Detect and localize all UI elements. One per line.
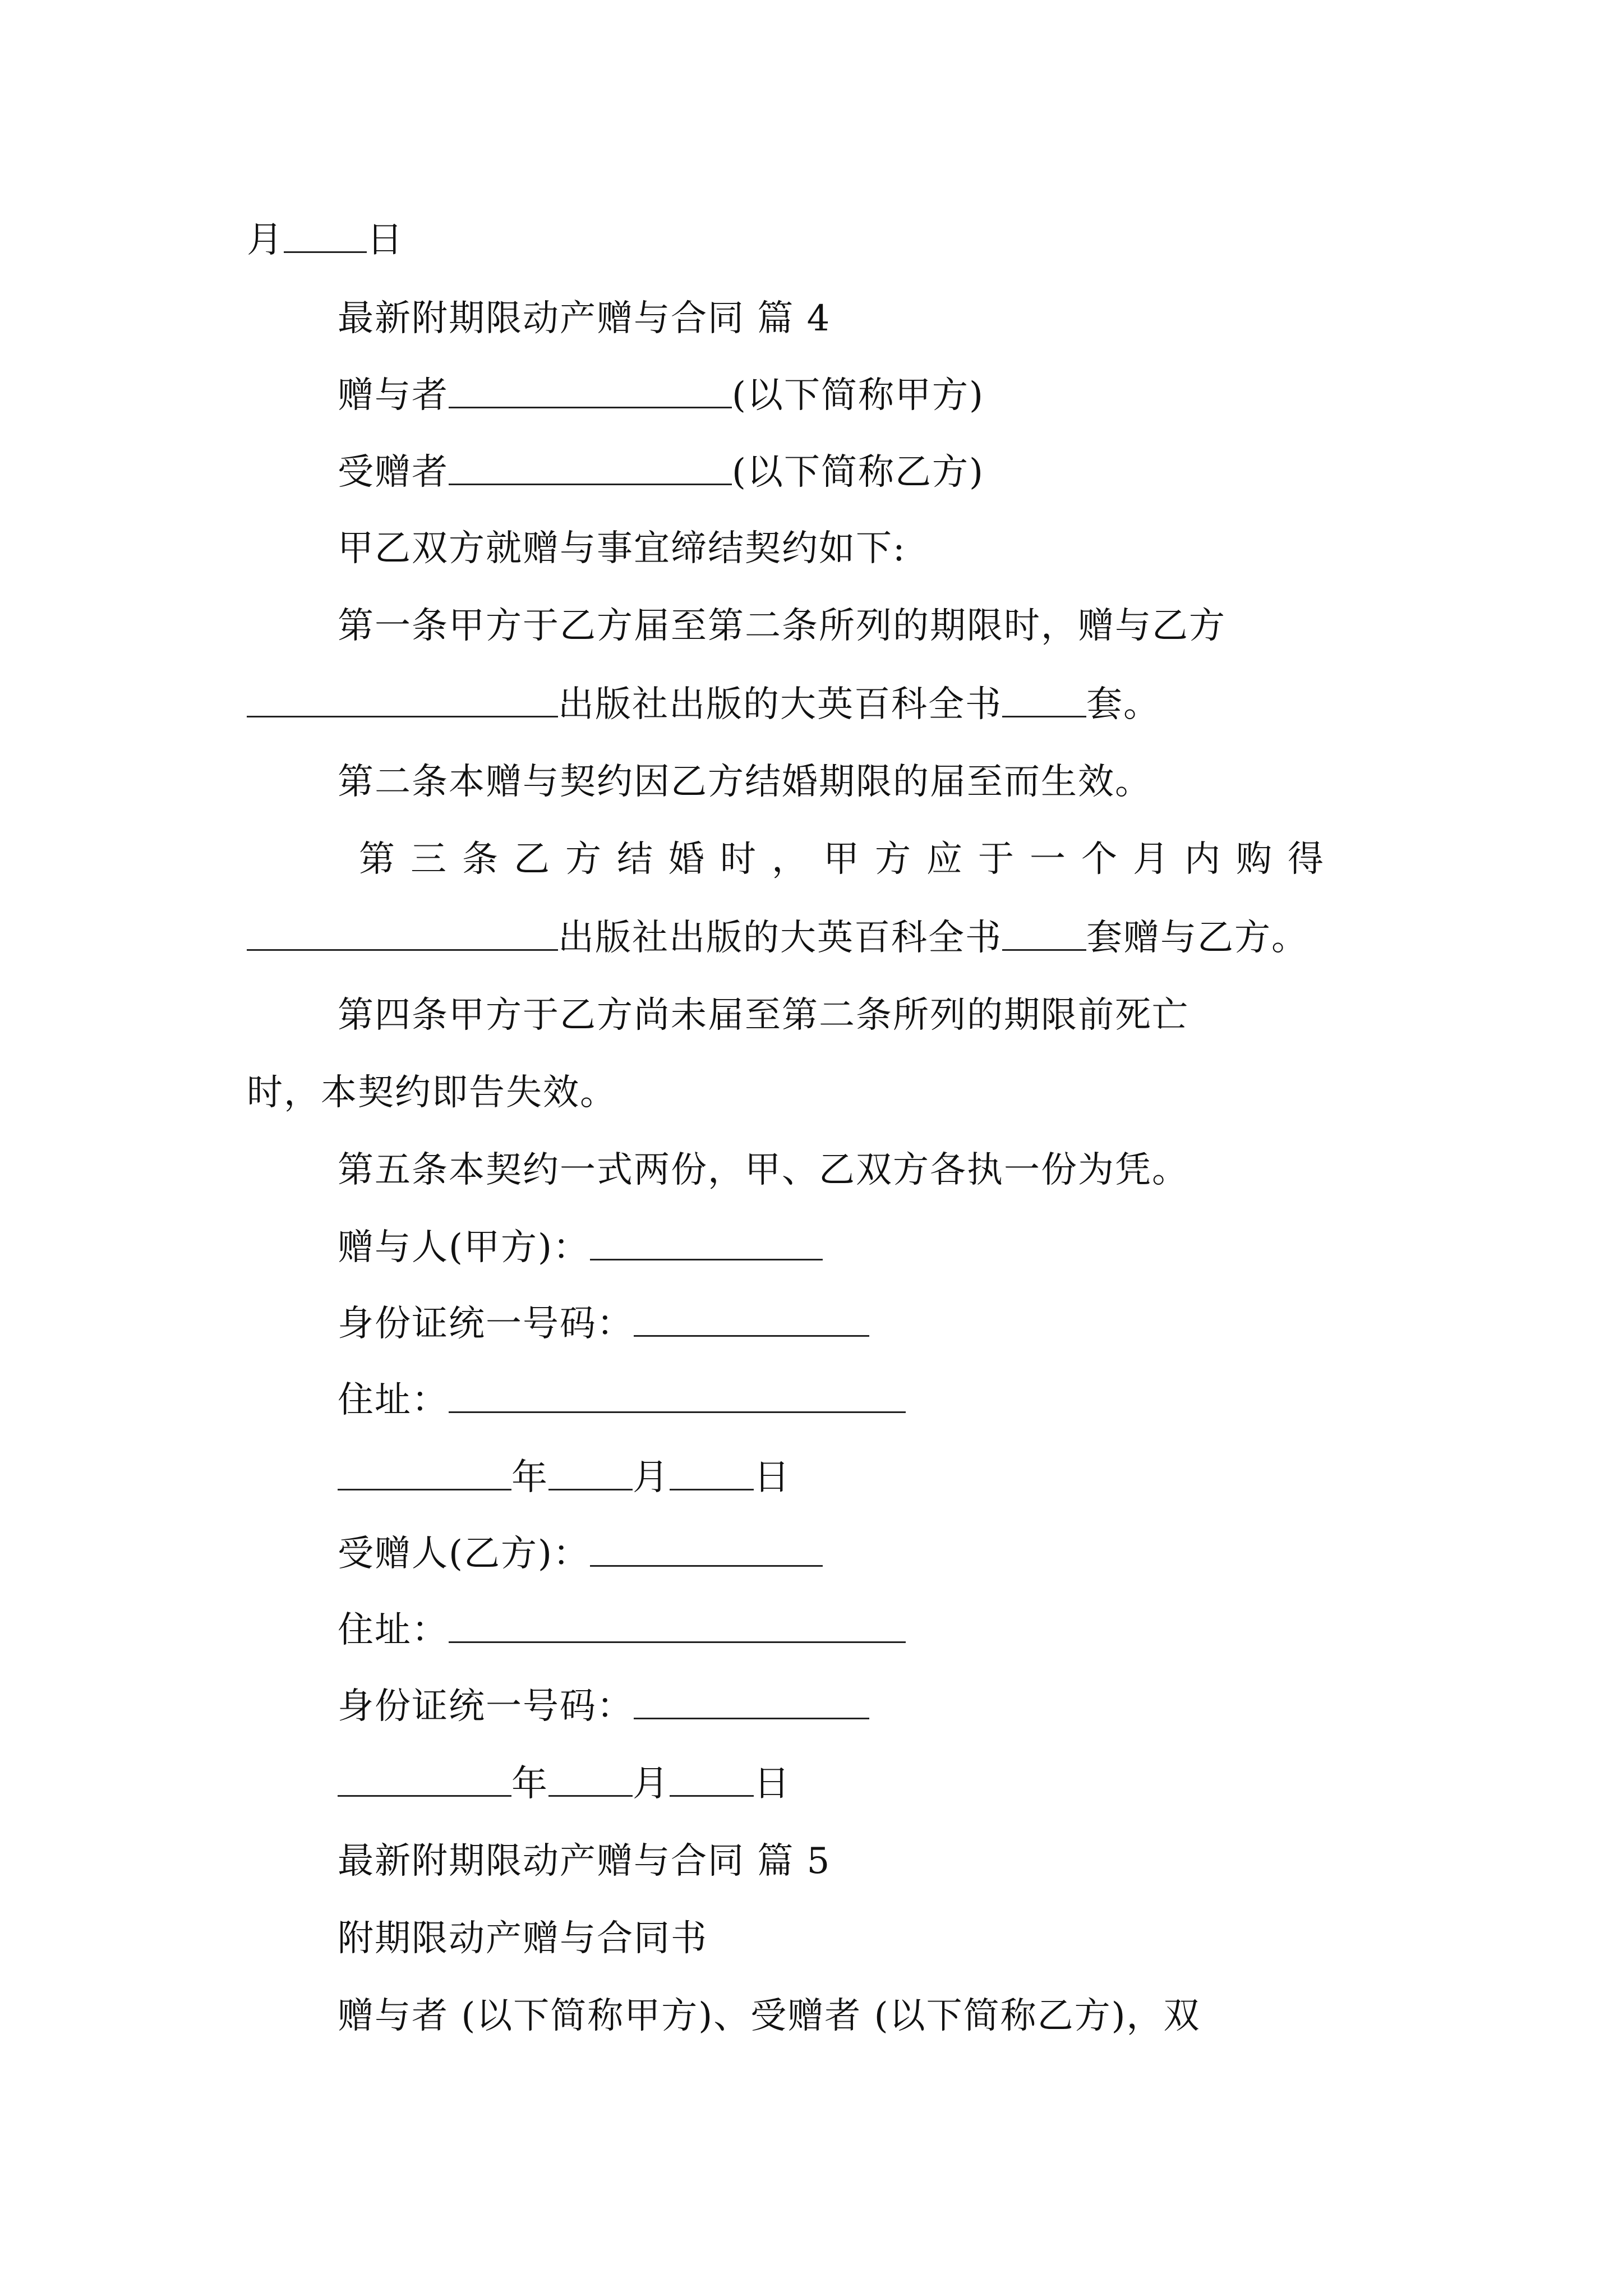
article-5: 第五条本契约一式两份，甲、乙双方各执一份为凭。: [338, 1149, 1189, 1191]
article-3-book-text: 出版社出版的大英百科全书: [558, 917, 1002, 959]
section-heading-4: 最新附期限动产赠与合同 篇 4: [338, 298, 831, 339]
donor-signature-blank: [590, 1220, 823, 1260]
donee-address-label: 住址：: [338, 1609, 449, 1651]
donee-address-line: [338, 1596, 906, 1664]
donor-address-line: [338, 1366, 906, 1434]
day-char: 日: [367, 219, 404, 261]
donee-signature-line: [338, 1520, 823, 1588]
publisher-blank: [247, 910, 558, 951]
set-count-blank: [1002, 910, 1086, 951]
donor-label: 赠与者: [338, 375, 449, 416]
donee-signature-label: 受赠人(乙方)：: [338, 1533, 590, 1575]
year-char: 年: [511, 1763, 548, 1805]
year-blank: [338, 1450, 511, 1490]
article-1-book-text: 出版社出版的大英百科全书: [558, 684, 1002, 725]
month-char: 月: [633, 1457, 670, 1498]
donor-name-blank: [449, 367, 732, 408]
section-heading-5: 最新附期限动产赠与合同 篇 5: [338, 1841, 831, 1882]
year-blank: [338, 1756, 511, 1797]
intro-paragraph: 甲乙双方就赠与事宜缔结契约如下:: [338, 528, 906, 569]
article-1-set-text: 套。: [1086, 684, 1160, 725]
month-blank: [548, 1756, 633, 1797]
article-3-continued: [247, 904, 1308, 972]
donor-address-label: 住址：: [338, 1379, 449, 1421]
donor-address-blank: [449, 1372, 906, 1413]
donee-name-blank: [449, 444, 732, 485]
month-char: 月: [633, 1763, 670, 1805]
donee-date-line: [338, 1750, 791, 1818]
article-4: 第四条甲方于乙方尚未届至第二条所列的期限前死亡: [338, 995, 1189, 1036]
article-1: 第一条甲方于乙方届至第二条所列的期限时，赠与乙方: [338, 605, 1226, 647]
article-4-continued: 时，本契约即告失效。: [247, 1072, 617, 1114]
day-char: 日: [754, 1763, 791, 1805]
day-blank: [670, 1450, 754, 1490]
donee-line: [338, 439, 984, 506]
article-3-set-text: 套赠与乙方。: [1086, 917, 1308, 959]
year-char: 年: [511, 1457, 548, 1498]
contract-title: 附期限动产赠与合同书: [338, 1918, 708, 1959]
donor-date-line: [338, 1444, 791, 1511]
article-3-text: 第三条乙方结婚时，甲方应于一个月内购得: [359, 839, 1339, 880]
donee-signature-blank: [590, 1526, 823, 1567]
date-fragment-line: [247, 206, 404, 274]
donor-signature-line: [338, 1214, 823, 1281]
donee-suffix: (以下简称乙方): [732, 452, 984, 493]
donor-line: [338, 362, 984, 429]
day-blank: [670, 1756, 754, 1797]
donee-id-blank: [634, 1678, 869, 1719]
publisher-blank: [247, 677, 558, 717]
article-2: 第二条本赠与契约因乙方结婚期限的届至而生效。: [338, 761, 1152, 803]
donee-id-label: 身份证统一号码：: [338, 1686, 634, 1727]
donee-id-line: [338, 1673, 869, 1740]
donor-id-label: 身份证统一号码：: [338, 1303, 634, 1345]
donor-id-line: [338, 1290, 869, 1358]
day-blank: [284, 212, 367, 253]
article-3: [359, 826, 1385, 893]
contract-opening: 赠与者 (以下简称甲方)、受赠者 (以下简称乙方)，双: [338, 1995, 1201, 2037]
set-count-blank: [1002, 677, 1086, 717]
month-char: 月: [247, 219, 284, 261]
donee-address-blank: [449, 1602, 906, 1643]
donor-signature-label: 赠与人(甲方)：: [338, 1227, 590, 1268]
day-char: 日: [754, 1457, 791, 1498]
donee-label: 受赠者: [338, 452, 449, 493]
donor-id-blank: [634, 1296, 869, 1337]
article-1-continued: [247, 671, 1160, 738]
month-blank: [548, 1450, 633, 1490]
donor-suffix: (以下简称甲方): [732, 375, 984, 416]
